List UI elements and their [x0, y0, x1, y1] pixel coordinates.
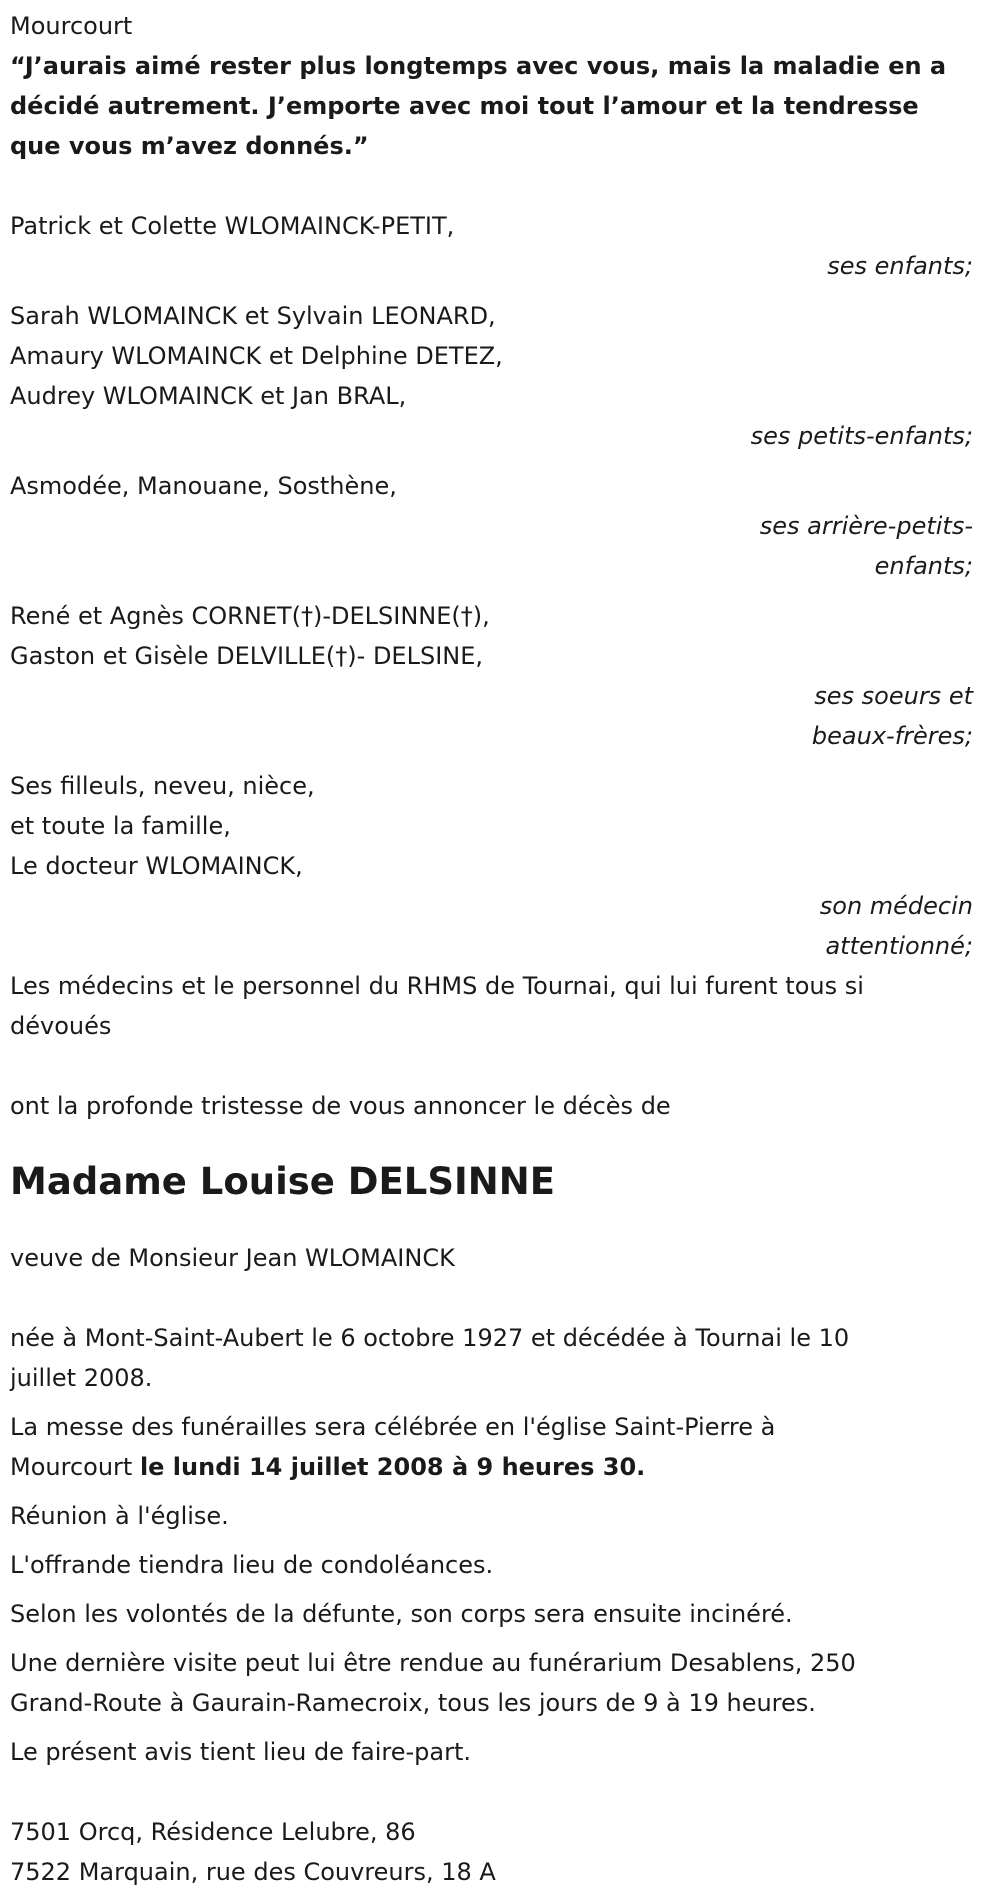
place-name: Mourcourt: [10, 12, 133, 40]
birth-death-line: juillet 2008.: [10, 1364, 153, 1392]
deceased-name: Madame Louise DELSINNE: [10, 1160, 555, 1203]
family-names: Amaury WLOMAINCK et Delphine DETEZ,: [10, 342, 503, 370]
address-line: 7522 Marquain, rue des Couvreurs, 18 A: [10, 1858, 496, 1886]
relation-label: enfants;: [874, 552, 973, 580]
offering-line: L'offrande tiendra lieu de condoléances.: [10, 1551, 494, 1579]
addresses: [10, 1812, 985, 1892]
relation-label: ses arrière-petits-: [759, 512, 973, 540]
visit-info: [10, 1643, 985, 1723]
visit-line: Une dernière visite peut lui être rendue au funérarium Desablens, 250: [10, 1649, 856, 1677]
staff-thanks: [10, 966, 985, 1046]
farewell-quote: [10, 46, 985, 166]
quote-line: décidé autrement. J’emporte avec moi tout l’amour et la tendresse: [10, 92, 919, 120]
address-line: 7501 Orcq, Résidence Lelubre, 86: [10, 1818, 416, 1846]
family-group-children: [10, 206, 985, 286]
ceremony-info: [10, 1407, 985, 1487]
family-names: Ses filleuls, neveu, nièce,: [10, 772, 315, 800]
family-group-siblings: [10, 596, 985, 756]
staff-line: dévoués: [10, 1012, 112, 1040]
family-names: Audrey WLOMAINCK et Jan BRAL,: [10, 382, 407, 410]
ceremony-line: La messe des funérailles sera célébrée en l'église Saint-Pierre à: [10, 1413, 776, 1441]
staff-line: Les médecins et le personnel du RHMS de Tournai, qui lui furent tous si: [10, 972, 864, 1000]
cremation-line: Selon les volontés de la défunte, son corps sera ensuite incinéré.: [10, 1600, 793, 1628]
quote-line: que vous m’avez donnés.”: [10, 132, 369, 160]
family-group-grandchildren: [10, 296, 985, 456]
visit-line: Grand-Route à Gaurain-Ramecroix, tous les jours de 9 à 19 heures.: [10, 1689, 816, 1717]
announcement-text: ont la profonde tristesse de vous annoncer le décès de: [10, 1092, 671, 1120]
ceremony-datetime: le lundi 14 juillet 2008 à 9 heures 30.: [139, 1453, 646, 1481]
ceremony-place: Mourcourt: [10, 1453, 140, 1481]
relation-label: ses soeurs et: [814, 682, 973, 710]
family-names: et toute la famille,: [10, 812, 231, 840]
birth-death-line: née à Mont-Saint-Aubert le 6 octobre 1927 et décédée à Tournai le 10: [10, 1324, 850, 1352]
relation-label: attentionné;: [825, 932, 973, 960]
quote-line: “J’aurais aimé rester plus longtemps avec vous, mais la maladie en a: [10, 52, 947, 80]
birth-death-info: [10, 1318, 985, 1398]
family-group-others: [10, 766, 985, 966]
spouse-line: veuve de Monsieur Jean WLOMAINCK: [10, 1244, 455, 1272]
notice-info: [10, 1732, 985, 1772]
family-names: Asmodée, Manouane, Sosthène,: [10, 472, 397, 500]
notice-line: Le présent avis tient lieu de faire-part.: [10, 1738, 472, 1766]
meeting-info: [10, 1496, 985, 1536]
cremation-info: [10, 1594, 985, 1634]
obituary-content: [10, 6, 985, 1892]
family-names: Le docteur WLOMAINCK,: [10, 852, 303, 880]
offering-info: [10, 1545, 985, 1585]
family-names: René et Agnès CORNET(†)-DELSINNE(†),: [10, 602, 490, 630]
meeting-line: Réunion à l'église.: [10, 1502, 229, 1530]
relation-label: ses enfants;: [827, 252, 973, 280]
ceremony-line: [10, 1447, 985, 1487]
family-names: Patrick et Colette WLOMAINCK-PETIT,: [10, 212, 455, 240]
relation-label: beaux-frères;: [811, 722, 973, 750]
family-names: Gaston et Gisèle DELVILLE(†)- DELSINE,: [10, 642, 484, 670]
relation-label: son médecin: [819, 892, 973, 920]
relation-label: ses petits-enfants;: [750, 422, 973, 450]
family-names: Sarah WLOMAINCK et Sylvain LEONARD,: [10, 302, 496, 330]
family-group-great-grandchildren: [10, 466, 985, 586]
